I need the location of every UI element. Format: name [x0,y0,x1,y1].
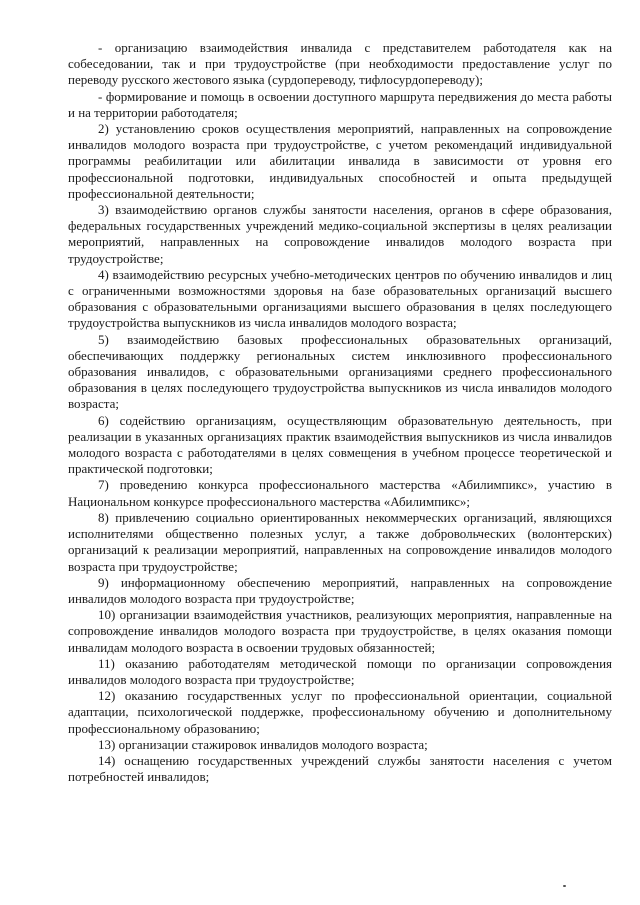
paragraph-item-8: 8) привлечению социально ориентированных некоммерческих организаций, являющихся исполнителями общественно полезных услуг, а также добровольческих (волонтерских) организаций к реализации мероприятий, направленных на сопровождение инвалидов молодого возраста при трудоустройстве; [68,509,612,574]
paragraph-item-12: 12) оказанию государственных услуг по профессиональной ориентации, социальной адаптации, психологической поддержке, профессиональному обучению и дополнительному профессиональному образованию; [68,688,612,736]
paragraph-item-4: 4) взаимодействию ресурсных учебно-методических центров по обучению инвалидов и лиц с ограниченными возможностями здоровья на базе образовательных организаций высшего образования с образовательными организациями высшего образования в целях последующего трудоустройства выпускников из числа инвалидов молодого возраста; [68,266,612,331]
scan-speck [563,885,566,887]
paragraph-item-2: 2) установлению сроков осуществления мероприятий, направленных на сопровождение инвалидов молодого возраста при трудоустройстве, с учетом рекомендаций индивидуальной программы реабилитации или абилитации инвалида в зависимости от уровня его профессиональной подготовки, индивидуальных способностей и опыта предыдущей профессиональной деятельности; [68,121,612,201]
paragraph-item-11: 11) оказанию работодателям методической помощи по организации сопровождения инвалидов молодого возраста при трудоустройстве; [68,655,612,687]
paragraph-item-10: 10) организации взаимодействия участников, реализующих мероприятия, направленные на сопровождение инвалидов молодого возраста при трудоустройстве, в целях оказания помощи инвалидам молодого возраста в освоении трудовых обязанностей; [68,607,612,655]
paragraph-item-14: 14) оснащению государственных учреждений службы занятости населения с учетом потребностей инвалидов; [68,752,612,785]
paragraph-item-7: 7) проведению конкурса профессионального мастерства «Абилимпикс», участию в Национальном конкурсе профессионального мастерства «Абилимпикс»; [68,477,612,509]
paragraph-item-3: 3) взаимодействию органов службы занятости населения, органов в сфере образования, федеральных государственных учреждений медико-социальной экспертизы в целях реализации мероприятий, направленных на сопровождение инвалидов молодого возраста при трудоустройстве; [68,202,612,266]
paragraph-route-assistance: - формирование и помощь в освоении доступного маршрута передвижения до места работы и на территории работодателя; [68,88,612,120]
document-body [68,40,612,785]
paragraph-item-6: 6) содействию организациям, осуществляющим образовательную деятельность, при реализации в указанных организациях практик взаимодействия выпускников из числа инвалидов молодого возраста с работодателями в целях совмещения в учебном процессе теоретической и практической подготовки; [68,412,612,477]
paragraph-item-5: 5) взаимодействию базовых профессиональных образовательных организаций, обеспечивающих поддержку региональных систем инклюзивного профессионального образования инвалидов, с образовательными организациями среднего профессионального образования в целях последующего трудоустройства выпускников из числа инвалидов молодого возраста; [68,331,612,412]
paragraph-item-13: 13) организации стажировок инвалидов молодого возраста; [98,736,428,752]
paragraph-interaction-employer: - организацию взаимодействия инвалида с представителем работодателя как на собеседовании, так и при трудоустройстве (при необходимости предоставление услуг по переводу русского жестового языка (сурдопереводу, тифлосурдопереводу); [68,40,612,88]
paragraph-item-9: 9) информационному обеспечению мероприятий, направленных на сопровождение инвалидов молодого возраста при трудоустройстве; [68,574,612,606]
